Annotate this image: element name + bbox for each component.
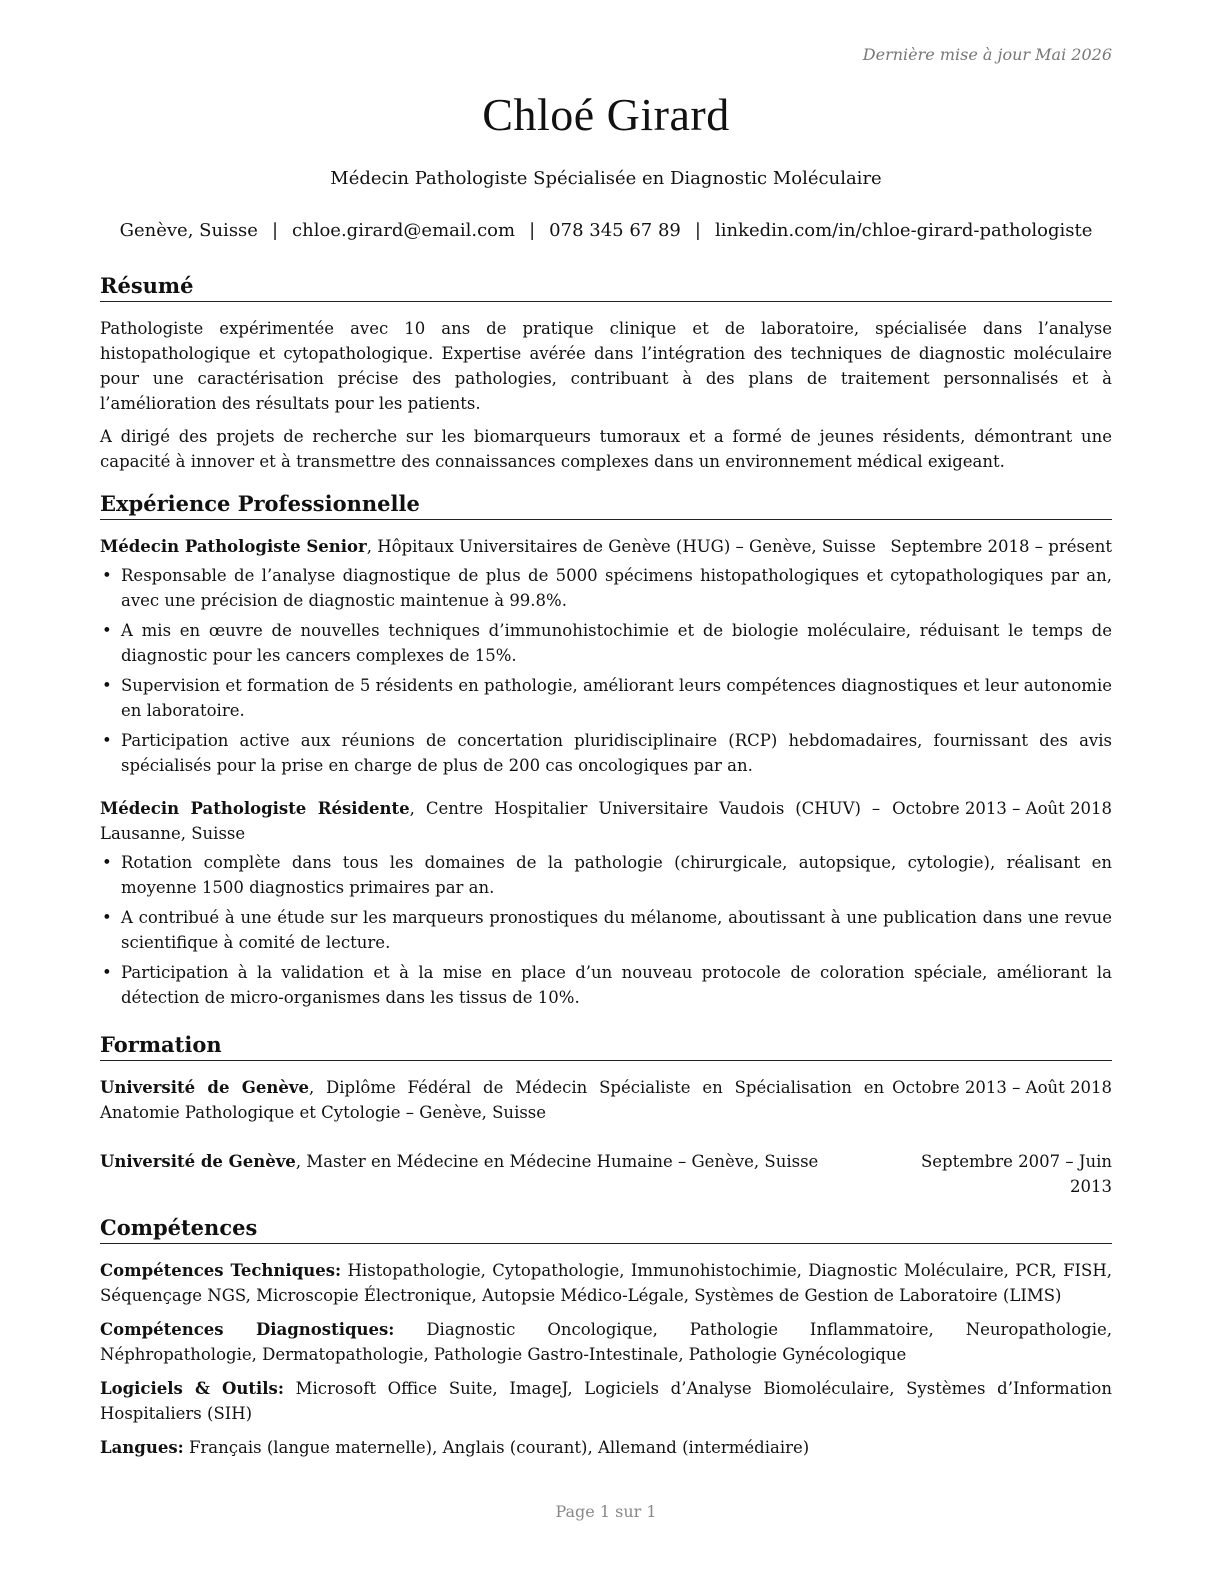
- contact-line: [60, 220, 1152, 241]
- skill-row: [100, 1376, 1112, 1426]
- page-number: Page 1 sur 1: [555, 1502, 657, 1521]
- bullet-icon: •: [102, 566, 112, 585]
- list-item: • A mis en œuvre de nouvelles techniques d’immunohistochimie et de biologie moléculaire, réduisant le temps de diagnostic pour les cancers complexes de 15%.: [100, 618, 1112, 668]
- job-entry: [100, 534, 1112, 778]
- skill-text: Français (langue maternelle), Anglais (courant), Allemand (intermédiaire): [183, 1438, 810, 1457]
- list-item: • A contribué à une étude sur les marqueurs pronostiques du mélanome, aboutissant à une publication dans une revue scientifique à comité de lecture.: [100, 905, 1112, 955]
- job-dates: Septembre 2018 – présent: [890, 537, 1112, 556]
- list-item: • Participation à la validation et à la mise en place d’un nouveau protocole de coloration spéciale, améliorant la détection de micro-organismes dans les tissus de 10%.: [100, 960, 1112, 1010]
- education-school: Université de Genève: [100, 1152, 296, 1171]
- job-dates: Octobre 2013 – Août 2018: [892, 799, 1112, 818]
- job-header: [100, 534, 1112, 559]
- job-header: [100, 796, 1112, 846]
- bullet-icon: •: [102, 853, 112, 872]
- summary-section: [100, 272, 1112, 474]
- bullet-icon: •: [102, 963, 112, 982]
- section-heading: Résumé: [100, 272, 1112, 302]
- list-item: • Supervision et formation de 5 résidents en pathologie, améliorant leurs compétences diagnostiques et leur autonomie en laboratoire.: [100, 673, 1112, 723]
- skill-label: Compétences Techniques:: [100, 1261, 342, 1280]
- contact-phone: 078 345 67 89: [549, 220, 681, 241]
- bullet-icon: •: [102, 908, 112, 927]
- education-school: Université de Genève: [100, 1078, 309, 1097]
- skill-row: [100, 1317, 1112, 1367]
- job-role: Médecin Pathologiste Résidente: [100, 799, 410, 818]
- summary-paragraph: Pathologiste expérimentée avec 10 ans de pratique clinique et de laboratoire, spécialisée dans l’analyse histopathologique et cytopathologique. Expertise avérée dans l’intégration des techniques de diagnostic moléculaire pour une caractérisation précise des pathologies, contribuant à des plans de traitement personnalisés et à l’amélioration des résultats pour les patients.: [100, 319, 1112, 413]
- list-item: • Rotation complète dans tous les domaines de la pathologie (chirurgicale, autopsique, cytologie), réalisant en moyenne 1500 diagnostics primaires par an.: [100, 850, 1112, 900]
- contact-separator: |: [694, 220, 701, 241]
- job-role: Médecin Pathologiste Senior: [100, 537, 367, 556]
- job-bullets: [100, 563, 1112, 778]
- bullet-icon: •: [102, 621, 112, 640]
- bullet-icon: •: [102, 731, 112, 750]
- contact-separator: |: [529, 220, 536, 241]
- section-heading: Compétences: [100, 1214, 1112, 1244]
- contact-separator: |: [271, 220, 279, 241]
- education-section: [100, 1031, 1112, 1199]
- skill-label: Compétences Diagnostiques:: [100, 1320, 395, 1339]
- job-organization: , Hôpitaux Universitaires de Genève (HUG) – Genève, Suisse: [366, 537, 876, 556]
- list-item: • Responsable de l’analyse diagnostique de plus de 5000 spécimens histopathologiques et cytopathologiques par an, avec une précision de diagnostic maintenue à 99.8%.: [100, 563, 1112, 613]
- education-degree: , Master en Médecine en Médecine Humaine – Genève, Suisse: [295, 1152, 819, 1171]
- job-bullets: [100, 850, 1112, 1010]
- candidate-name: Chloé Girard: [482, 89, 730, 140]
- contact-location: Genève, Suisse: [119, 220, 258, 241]
- skill-text: Diagnostic Oncologique, Pathologie Inflammatoire, Neuropathologie, Néphropathologie, Dermatopathologie, Pathologie Gastro-Intestinale, Pathologie Gynécologique: [100, 1320, 1112, 1364]
- skills-section: [100, 1214, 1112, 1460]
- candidate-title: Médecin Pathologiste Spécialisée en Diagnostic Moléculaire: [330, 168, 882, 189]
- education-entry: [100, 1149, 1112, 1199]
- education-dates: Septembre 2007 – Juin 2013: [920, 1152, 1112, 1196]
- contact-linkedin[interactable]: linkedin.com/in/chloe-girard-pathologiste: [714, 220, 1093, 241]
- skill-text: Microsoft Office Suite, ImageJ, Logiciels d’Analyse Biomoléculaire, Systèmes d’Information Hospitaliers (SIH): [100, 1379, 1112, 1423]
- education-dates: Octobre 2013 – Août 2018: [892, 1078, 1112, 1097]
- education-entry: [100, 1075, 1112, 1125]
- section-heading: Expérience Professionnelle: [100, 490, 1112, 520]
- bullet-icon: •: [102, 676, 112, 695]
- contact-email[interactable]: chloe.girard@email.com: [292, 220, 516, 241]
- skill-row: [100, 1435, 1112, 1460]
- job-organization: , Centre Hospitalier Universitaire Vaudois (CHUV) – Lausanne, Suisse: [100, 799, 881, 843]
- list-item: • Participation active aux réunions de concertation pluridisciplinaire (RCP) hebdomadaires, fournissant des avis spécialisés pour la prise en charge de plus de 200 cas oncologiques par an.: [100, 728, 1112, 778]
- resume-page: [100, 0, 1112, 1584]
- education-degree: , Diplôme Fédéral de Médecin Spécialiste en Spécialisation en Anatomie Pathologique et Cytologie – Genève, Suisse: [100, 1078, 885, 1122]
- job-entry: [100, 796, 1112, 1010]
- summary-paragraph: A dirigé des projets de recherche sur les biomarqueurs tumoraux et a formé de jeunes résidents, démontrant une capacité à innover et à transmettre des connaissances complexes dans un environnement médical exigeant.: [100, 427, 1112, 471]
- last-updated: Dernière mise à jour Mai 2026: [862, 45, 1112, 64]
- experience-section: [100, 490, 1112, 1015]
- skill-row: [100, 1258, 1112, 1308]
- section-heading: Formation: [100, 1031, 1112, 1061]
- skill-text: Histopathologie, Cytopathologie, Immunohistochimie, Diagnostic Moléculaire, PCR, FISH, Séquençage NGS, Microscopie Électronique, Autopsie Médico-Légale, Systèmes de Gestion de Laboratoire (LIMS): [100, 1261, 1112, 1305]
- skill-label: Logiciels & Outils:: [100, 1379, 284, 1398]
- skill-label: Langues:: [100, 1438, 184, 1457]
